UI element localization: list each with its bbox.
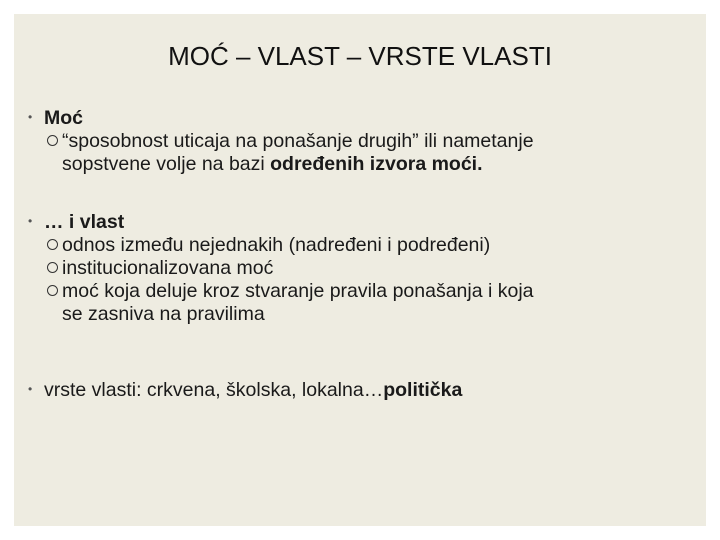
- circle-bullet-icon: [47, 262, 58, 273]
- bullet-vrste-vlasti-emphasis: politička: [383, 379, 463, 401]
- bullet-vlast: [22, 210, 698, 326]
- circle-bullet-icon: [47, 135, 58, 146]
- sub-item-odnos: [22, 234, 698, 257]
- bullet-moc-label: Moć: [44, 107, 83, 129]
- sub-item-institucionalizovana-text: institucionalizovana moć: [62, 257, 274, 279]
- slide-content: [14, 14, 706, 526]
- sub-item-pravila-line1: moć koja deluje kroz stvaranje pravila ponašanja i koja: [62, 280, 534, 302]
- bullet-dot-icon: •: [28, 382, 33, 396]
- sub-item-definition: [22, 130, 698, 153]
- sub-item-pravila-line2: se zasniva na pravilima: [62, 303, 265, 325]
- bullet-vrste-vlasti-line: [22, 378, 698, 402]
- bullet-vlast-heading: [22, 210, 698, 234]
- sub-item-institucionalizovana: [22, 257, 698, 280]
- bullet-moc: [22, 106, 698, 176]
- sub-item-odnos-text: odnos između nejednakih (nadređeni i podređeni): [62, 234, 491, 256]
- bullet-vrste-vlasti: [22, 378, 698, 402]
- bullet-moc-heading: [22, 106, 698, 130]
- slide-title: MOĆ – VLAST – VRSTE VLASTI: [168, 41, 552, 71]
- sub-item-pravila: [22, 280, 698, 303]
- bullet-vlast-label: … i vlast: [44, 211, 125, 233]
- bullet-dot-icon: •: [28, 110, 33, 124]
- sub-item-definition-continuation: [22, 153, 698, 176]
- sub-item-pravila-continuation: [22, 303, 698, 326]
- sub-item-definition-emphasis: određenih izvora moći.: [270, 153, 483, 175]
- slide: [14, 14, 706, 526]
- sub-item-definition-line1: “sposobnost uticaja na ponašanje drugih” ili nametanje: [62, 130, 534, 152]
- bullet-vrste-vlasti-text: vrste vlasti: crkvena, školska, lokalna…: [44, 379, 384, 401]
- bullet-dot-icon: •: [28, 214, 33, 228]
- sub-item-definition-line2: sopstvene volje na bazi: [62, 153, 271, 175]
- circle-bullet-icon: [47, 285, 58, 296]
- circle-bullet-icon: [47, 239, 58, 250]
